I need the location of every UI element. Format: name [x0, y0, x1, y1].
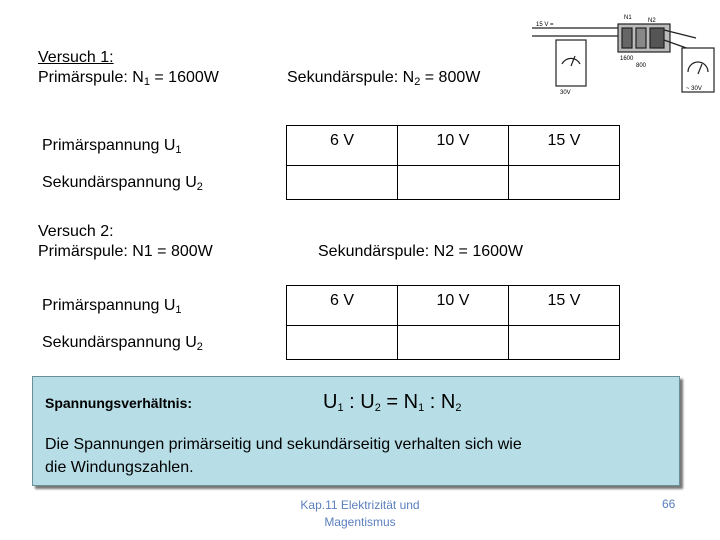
- versuch2-primary: Primärspule: N1 = 800W: [38, 243, 213, 260]
- versuch2-secondary: Sekundärspule: N2 = 1600W: [318, 243, 524, 260]
- versuch1-header: [38, 48, 219, 88]
- diagram-label: 1600: [620, 56, 634, 62]
- secondary-coil-v1: Sekundärspule: $N_2 = 800W$: [287, 69, 481, 88]
- footer-chapter: Kap.11 Elektrizität und Magentismus: [300, 498, 420, 529]
- empty-cell: [398, 326, 509, 360]
- table-row: [36, 326, 620, 360]
- versuch2-header: [38, 222, 213, 262]
- diagram-label: N2: [648, 18, 656, 24]
- diagram-label: ~ 30V: [686, 86, 702, 92]
- primary-coil-label: Primärspule: N: [38, 69, 144, 86]
- ratio-label: Spannungsverhältnis:: [45, 395, 193, 411]
- voltage-cell: 10 V: [398, 286, 509, 326]
- versuch1-title: Versuch 1:: [38, 49, 114, 66]
- transformer-diagram: [526, 10, 716, 96]
- voltage-cell: 15 V: [509, 286, 620, 326]
- diagram-label: N1: [624, 15, 632, 21]
- ratio-formula: $U_1$ : $U_2 = N_1$ : $N_2$: [323, 391, 462, 414]
- empty-cell: [287, 166, 398, 200]
- row-label: Primärspannung $U_1$: [36, 126, 287, 166]
- empty-cell: [398, 166, 509, 200]
- diagram-label: 30V: [560, 90, 571, 96]
- voltage-cell: 10 V: [398, 126, 509, 166]
- row-label: Primärspannung $U_1$: [36, 286, 287, 326]
- row-label: Sekundärspannung $U_2$: [36, 166, 287, 200]
- diagram-label: 15 V =: [536, 22, 554, 28]
- voltage-cell: 6 V: [287, 286, 398, 326]
- page-number: 66: [662, 497, 676, 511]
- table-row: [36, 166, 620, 200]
- voltage-cell: 15 V: [509, 126, 620, 166]
- table-row: [36, 286, 620, 326]
- versuch1-table: [36, 125, 620, 200]
- diagram-label: 800: [636, 63, 647, 69]
- ratio-explanation: Die Spannungen primärseitig und sekundärseitig verhalten sich wie die Windungszahlen.: [45, 436, 522, 476]
- voltage-cell: 6 V: [287, 126, 398, 166]
- empty-cell: [509, 326, 620, 360]
- empty-cell: [509, 166, 620, 200]
- empty-cell: [287, 326, 398, 360]
- ratio-info-box: [32, 376, 680, 486]
- table-row: [36, 126, 620, 166]
- row-label: Sekundärspannung $U_2$: [36, 326, 287, 360]
- versuch1-coils: Primärspule: $N_1 = 1600W$: [38, 69, 219, 88]
- versuch2-table: [36, 285, 620, 360]
- versuch2-title: Versuch 2:: [38, 223, 114, 240]
